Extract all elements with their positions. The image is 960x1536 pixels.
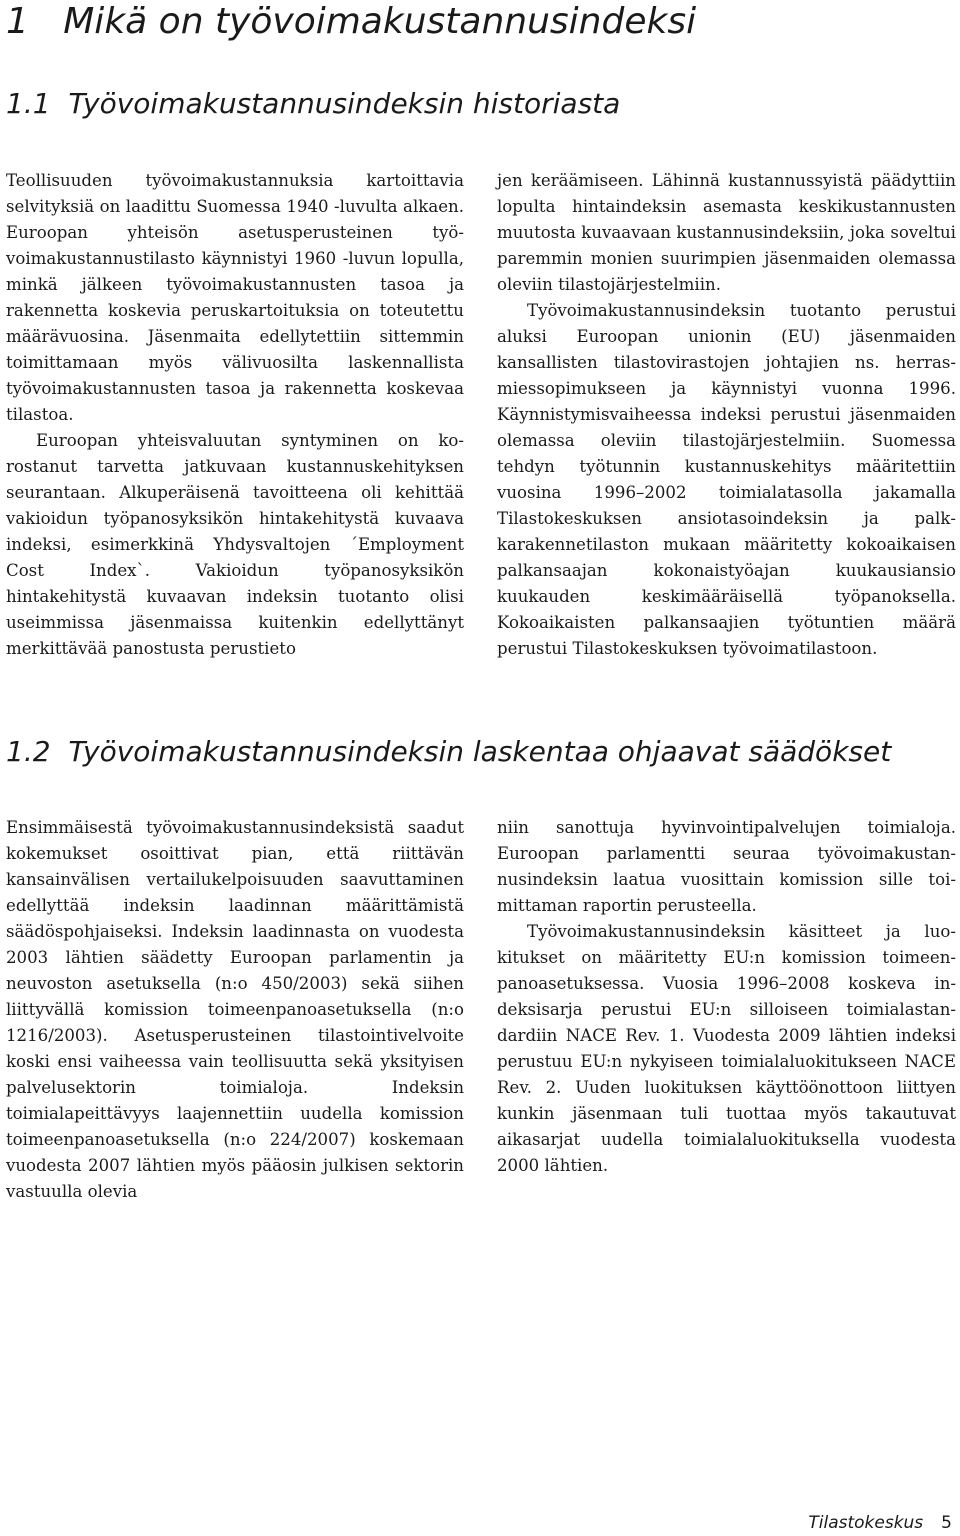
paragraph: Teollisuuden työvoimakustannuksia kartoittavia selvityksiä on laadittu Suomessa 1940 -luvulta alkaen. Euroopan yhteisön asetusperusteinen työvoimakustannustilasto käynnistyi 1960 -luvun lopulla, minkä jälkeen työvoimakustannusten tasoa ja rakennetta koskevia peruskartoituksia on toteutettu määrävuosina. Jäsenmaita edellytettiin sittemmin toimittamaan myös välivuosilta laskennallista työvoimakustannusten tasoa ja rakennetta koskevaa tilastoa. [6, 171, 464, 424]
chapter-heading [6, 0, 696, 44]
paragraph: Ensimmäisestä työvoimakustannusindeksistä saadut kokemukset osoittivat pian, että riittävän kansainvälisen vertailukelpoisuuden saavuttaminen edellyttää indeksin laadinnan määrittämistä säädöspohjaiseksi. Indeksin laadinnasta on vuodesta 2003 lähtien säädetty Euroopan parlamentin ja neuvoston asetuksella (n:o 450/2003) sekä siihen liittyvällä komission toimeenpanoasetuksella (n:o 1216/2003). Asetusperusteinen tilastointivelvoite koski ensi vaiheessa vain teollisuutta sekä yksityisen palvelusektorin toimialoja. Indeksin toimialapeittävyys laajennettiin uudella komission toimeenpanoasetuksella (n:o 224/2007) koskemaan vuodesta 2007 lähtien myös pääosin julkisen sektorin vastuulla olevia [6, 818, 464, 1201]
section-number: 1.2 [6, 735, 51, 768]
chapter-title: Mikä on työvoimakustannusindeksi [63, 1, 697, 42]
section-1-2-right-column [497, 815, 956, 1179]
paragraph: Työvoimakustannusindeksin käsitteet ja luokitukset on määritetty EU:n komission toimeenpanoasetuksessa. Vuosia 1996–2008 koskeva indeksisarja perustui EU:n silloiseen toimialastandardiin NACE Rev. 1. Vuodesta 2009 lähtien indeksi perustuu EU:n nykyiseen toimialaluokitukseen NACE Rev. 2. Uuden luokituksen käyttöönottoon liittyen kunkin jäsenmaan tuli tuottaa myös takautuvat aikasarjat uudella toimialaluokituksella vuodesta 2000 lähtien. [497, 922, 956, 1175]
section-number: 1.1 [6, 87, 51, 120]
paragraph: niin sanottuja hyvinvointipalvelujen toimialoja. Euroopan parlamentti seuraa työvoimakustannusindeksin laatua vuosittain komission sille toimittaman raportin perusteella. [497, 818, 956, 915]
paragraph: Euroopan yhteisvaluutan syntyminen on korostanut tarvetta jatkuvaan kustannuskehityksen seurantaan. Alkuperäisenä tavoitteena oli kehittää vakioidun työpanosyksikön hintakehitystä kuvaava indeksi, esimerkkinä Yhdysvaltojen ´Employment Cost Index`. Vakioidun työpanosyksikön hintakehitystä kuvaavan indeksin tuotanto olisi useimmissa jäsenmaissa kuitenkin edellyttänyt merkittävää panostusta perustieto [6, 431, 464, 658]
section-title: Työvoimakustannusindeksin laskentaa ohjaavat säädökset [68, 735, 892, 768]
chapter-number: 1 [6, 1, 29, 42]
section-1-1-right-column [497, 168, 956, 662]
section-title: Työvoimakustannusindeksin historiasta [68, 87, 621, 120]
section-1-1-left-column [6, 168, 464, 662]
paragraph: Työvoimakustannusindeksin tuotanto perustui aluksi Euroopan unionin (EU) jäsenmaiden kansallisten tilastovirastojen johtajien ns. herrasmiessopimukseen ja käynnistyi vuonna 1996. Käynnistymisvaiheessa indeksi perustui jäsenmaiden olemassa oleviin tilastojärjestelmiin. Suomessa tehdyn työtunnin kustannuskehitys määritettiin vuosina 1996–2002 toimialatasolla jakamalla Tilastokeskuksen ansiotasoindeksin ja palkkarakennetilaston mukaan määritetty kokoaikaisen palkansaajan kokonaistyöajan kuukausiansio kuukauden keskimääräisellä työpanoksella. Kokoaikaisten palkansaajien työtuntien määrä perustui Tilastokeskuksen työvoimatilastoon. [497, 301, 956, 658]
footer-publisher: Tilastokeskus [808, 1513, 924, 1533]
section-1-2-left-column [6, 815, 464, 1205]
page-number: 5 [941, 1513, 952, 1533]
section-heading-1-1 [6, 86, 620, 122]
paragraph: jen keräämiseen. Lähinnä kustannussyistä päädyttiin lopulta hintaindeksin asemasta keskikustannusten muutosta kuvaavaan kustannusindeksiin, joka soveltui paremmin monien suurimpien jäsenmaiden olemassa oleviin tilastojärjestelmiin. [497, 171, 956, 294]
page-footer [808, 1512, 952, 1534]
section-heading-1-2 [6, 734, 891, 770]
